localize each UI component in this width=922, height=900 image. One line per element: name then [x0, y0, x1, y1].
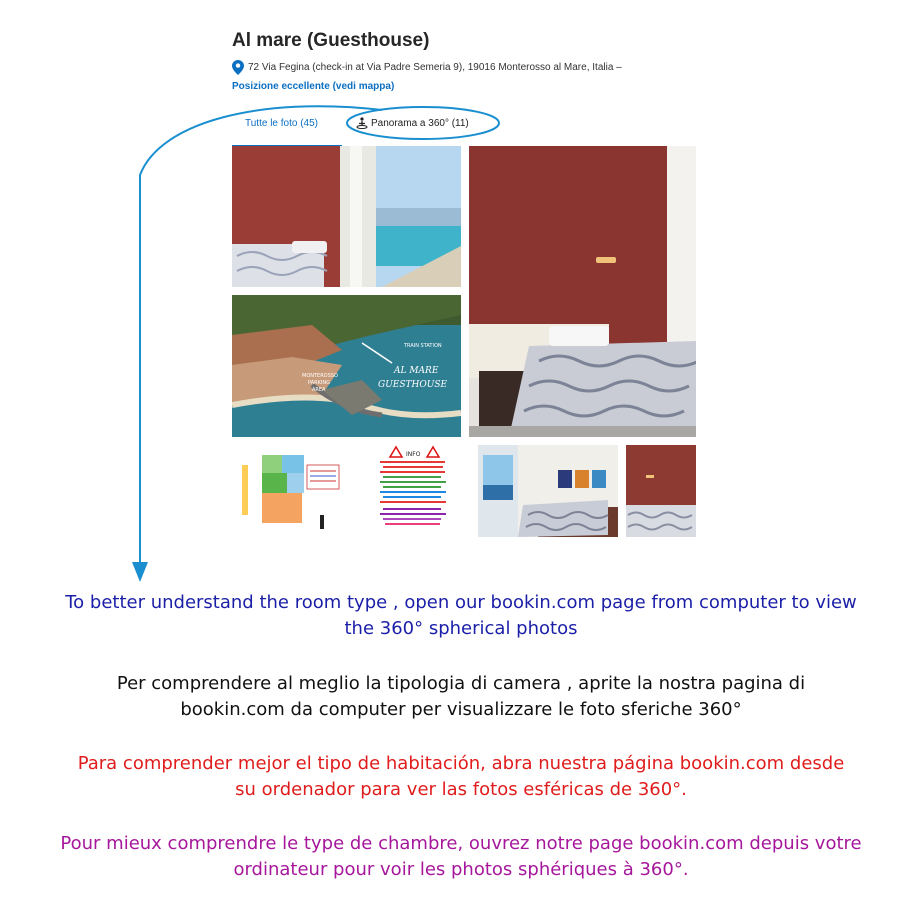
caption-english: To better understand the room type , open our bookin.com page from computer to view the 360° spherical photos	[65, 592, 857, 639]
info-sheet-title: INFO	[406, 451, 421, 458]
highlight-ellipse	[347, 107, 499, 139]
tab-panorama-label: Panorama a 360° (11)	[371, 117, 469, 129]
aerial-label-parking1: MONTEROSSO	[302, 373, 338, 379]
aerial-label-1: AL MARE	[394, 366, 439, 376]
room-seaview-image	[478, 445, 618, 537]
room-main-image	[469, 146, 696, 437]
photo-room-small[interactable]	[626, 445, 696, 537]
room-small-image	[626, 445, 696, 537]
caption-italian: Per comprendere al meglio la tipologia di camera , aprite la nostra pagina di bookin.com da computer per visualizzare le foto sferiche 360°	[116, 673, 806, 720]
aerial-image	[232, 295, 461, 437]
floor-plan-image	[232, 445, 347, 537]
caption-french: Pour mieux comprendre le type de chambre, ouvrez notre page bookin.com depuis votre ordinateur pour voir les photos sphériques à 360°.	[60, 833, 862, 880]
photo-info-sheet[interactable]	[355, 445, 470, 537]
aerial-label-parking2: PARKING	[308, 380, 330, 386]
photo-room-window[interactable]	[232, 146, 461, 287]
aerial-label-train: TRAIN STATION	[404, 343, 442, 349]
photo-aerial-view[interactable]	[232, 295, 461, 437]
tab-all-photos[interactable]: Tutte le foto (45)	[245, 118, 318, 129]
photo-room-main[interactable]	[469, 146, 696, 437]
aerial-label-parking3: AREA	[312, 387, 326, 393]
room-window-image	[232, 146, 461, 287]
caption-spanish: Para comprender mejor el tipo de habitación, abra nuestra página bookin.com desde su ordenador para ver las fotos esféricas de 360°.	[77, 753, 845, 800]
address-text: 72 Via Fegina (check-in at Via Padre Semeria 9), 19016 Monterosso al Mare, Italia –	[248, 62, 622, 73]
aerial-label-2: GUESTHOUSE	[378, 380, 448, 390]
hotel-title: Al mare (Guesthouse)	[232, 30, 430, 51]
photo-room-seaview[interactable]	[478, 445, 618, 537]
arrow-head	[132, 562, 148, 582]
photo-floor-plan[interactable]	[232, 445, 347, 537]
info-sheet-image	[355, 445, 470, 537]
location-map-link[interactable]: Posizione eccellente (vedi mappa)	[232, 81, 395, 92]
